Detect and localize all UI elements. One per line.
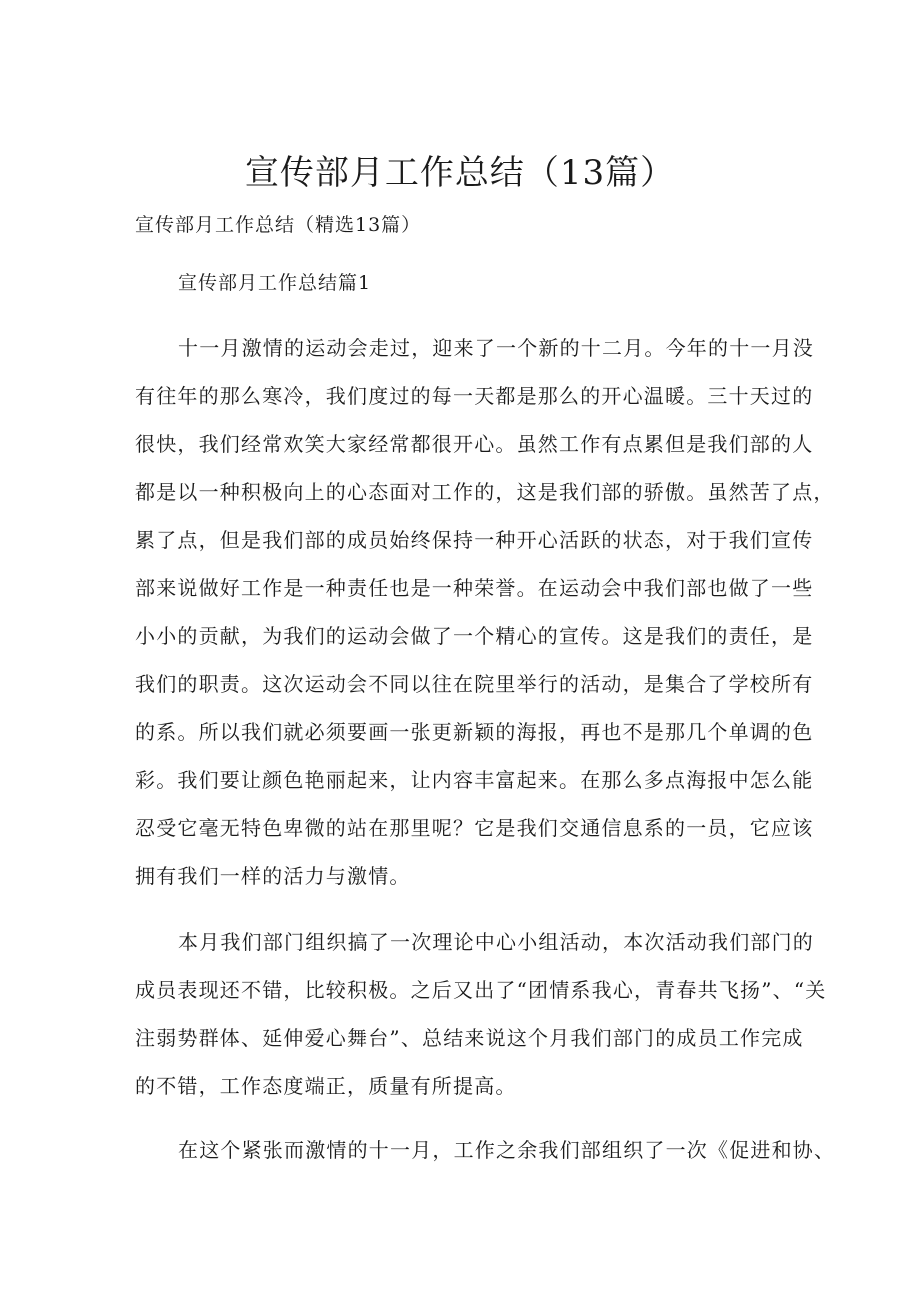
paragraph-line: 在这个紧张而激情的十一月，工作之余我们部组织了一次《促进和协、 [178,1138,836,1162]
paragraph-line: 成员表现还不错，比较积极。之后又出了“团情系我心，青春共飞扬”、“关 [135,978,827,1002]
paragraph-line: 十一月激情的运动会走过，迎来了一个新的十二月。今年的十一月没 [178,336,814,360]
paragraph-line: 有往年的那么寒冷，我们度过的每一天都是那么的开心温暖。三十天过的 [135,384,814,408]
body-paragraph [135,324,835,900]
paragraph-line: 忍受它毫无特色卑微的站在那里呢？它是我们交通信息系的一员，它应该 [135,816,814,840]
body-paragraph [135,918,827,1110]
paragraph-line: 的不错，工作态度端正，质量有所提高。 [135,1074,517,1098]
body-paragraph [135,1126,836,1174]
paragraph-line: 都是以一种积极向上的心态面对工作的，这是我们部的骄傲。虽然苦了点， [135,480,835,504]
document-subtitle: 宣传部月工作总结（精选13篇） [135,214,422,236]
paragraph-line: 我们的职责。这次运动会不同以往在院里举行的活动，是集合了学校所有 [135,672,814,696]
paragraph-line: 小小的贡献，为我们的运动会做了一个精心的宣传。这是我们的责任，是 [135,624,814,648]
paragraph-line: 的系。所以我们就必须要画一张更新颖的海报，再也不是那几个单调的色 [135,720,814,744]
paragraph-line: 拥有我们一样的活力与激情。 [135,864,411,888]
section-heading: 宣传部月工作总结篇1 [178,272,372,294]
paragraph-line: 累了点，但是我们部的成员始终保持一种开心活跃的状态，对于我们宣传 [135,528,814,552]
paragraph-line: 很快，我们经常欢笑大家经常都很开心。虽然工作有点累但是我们部的人 [135,432,814,456]
paragraph-line: 注弱势群体、延伸爱心舞台”、总结来说这个月我们部门的成员工作完成 [135,1026,804,1050]
paragraph-line: 彩。我们要让颜色艳丽起来，让内容丰富起来。在那么多点海报中怎么能 [135,768,814,792]
paragraph-line: 部来说做好工作是一种责任也是一种荣誉。在运动会中我们部也做了一些 [135,576,814,600]
paragraph-line: 本月我们部门组织搞了一次理论中心小组活动，本次活动我们部门的 [178,930,814,954]
document-title: 宣传部月工作总结（13篇） [244,153,676,193]
